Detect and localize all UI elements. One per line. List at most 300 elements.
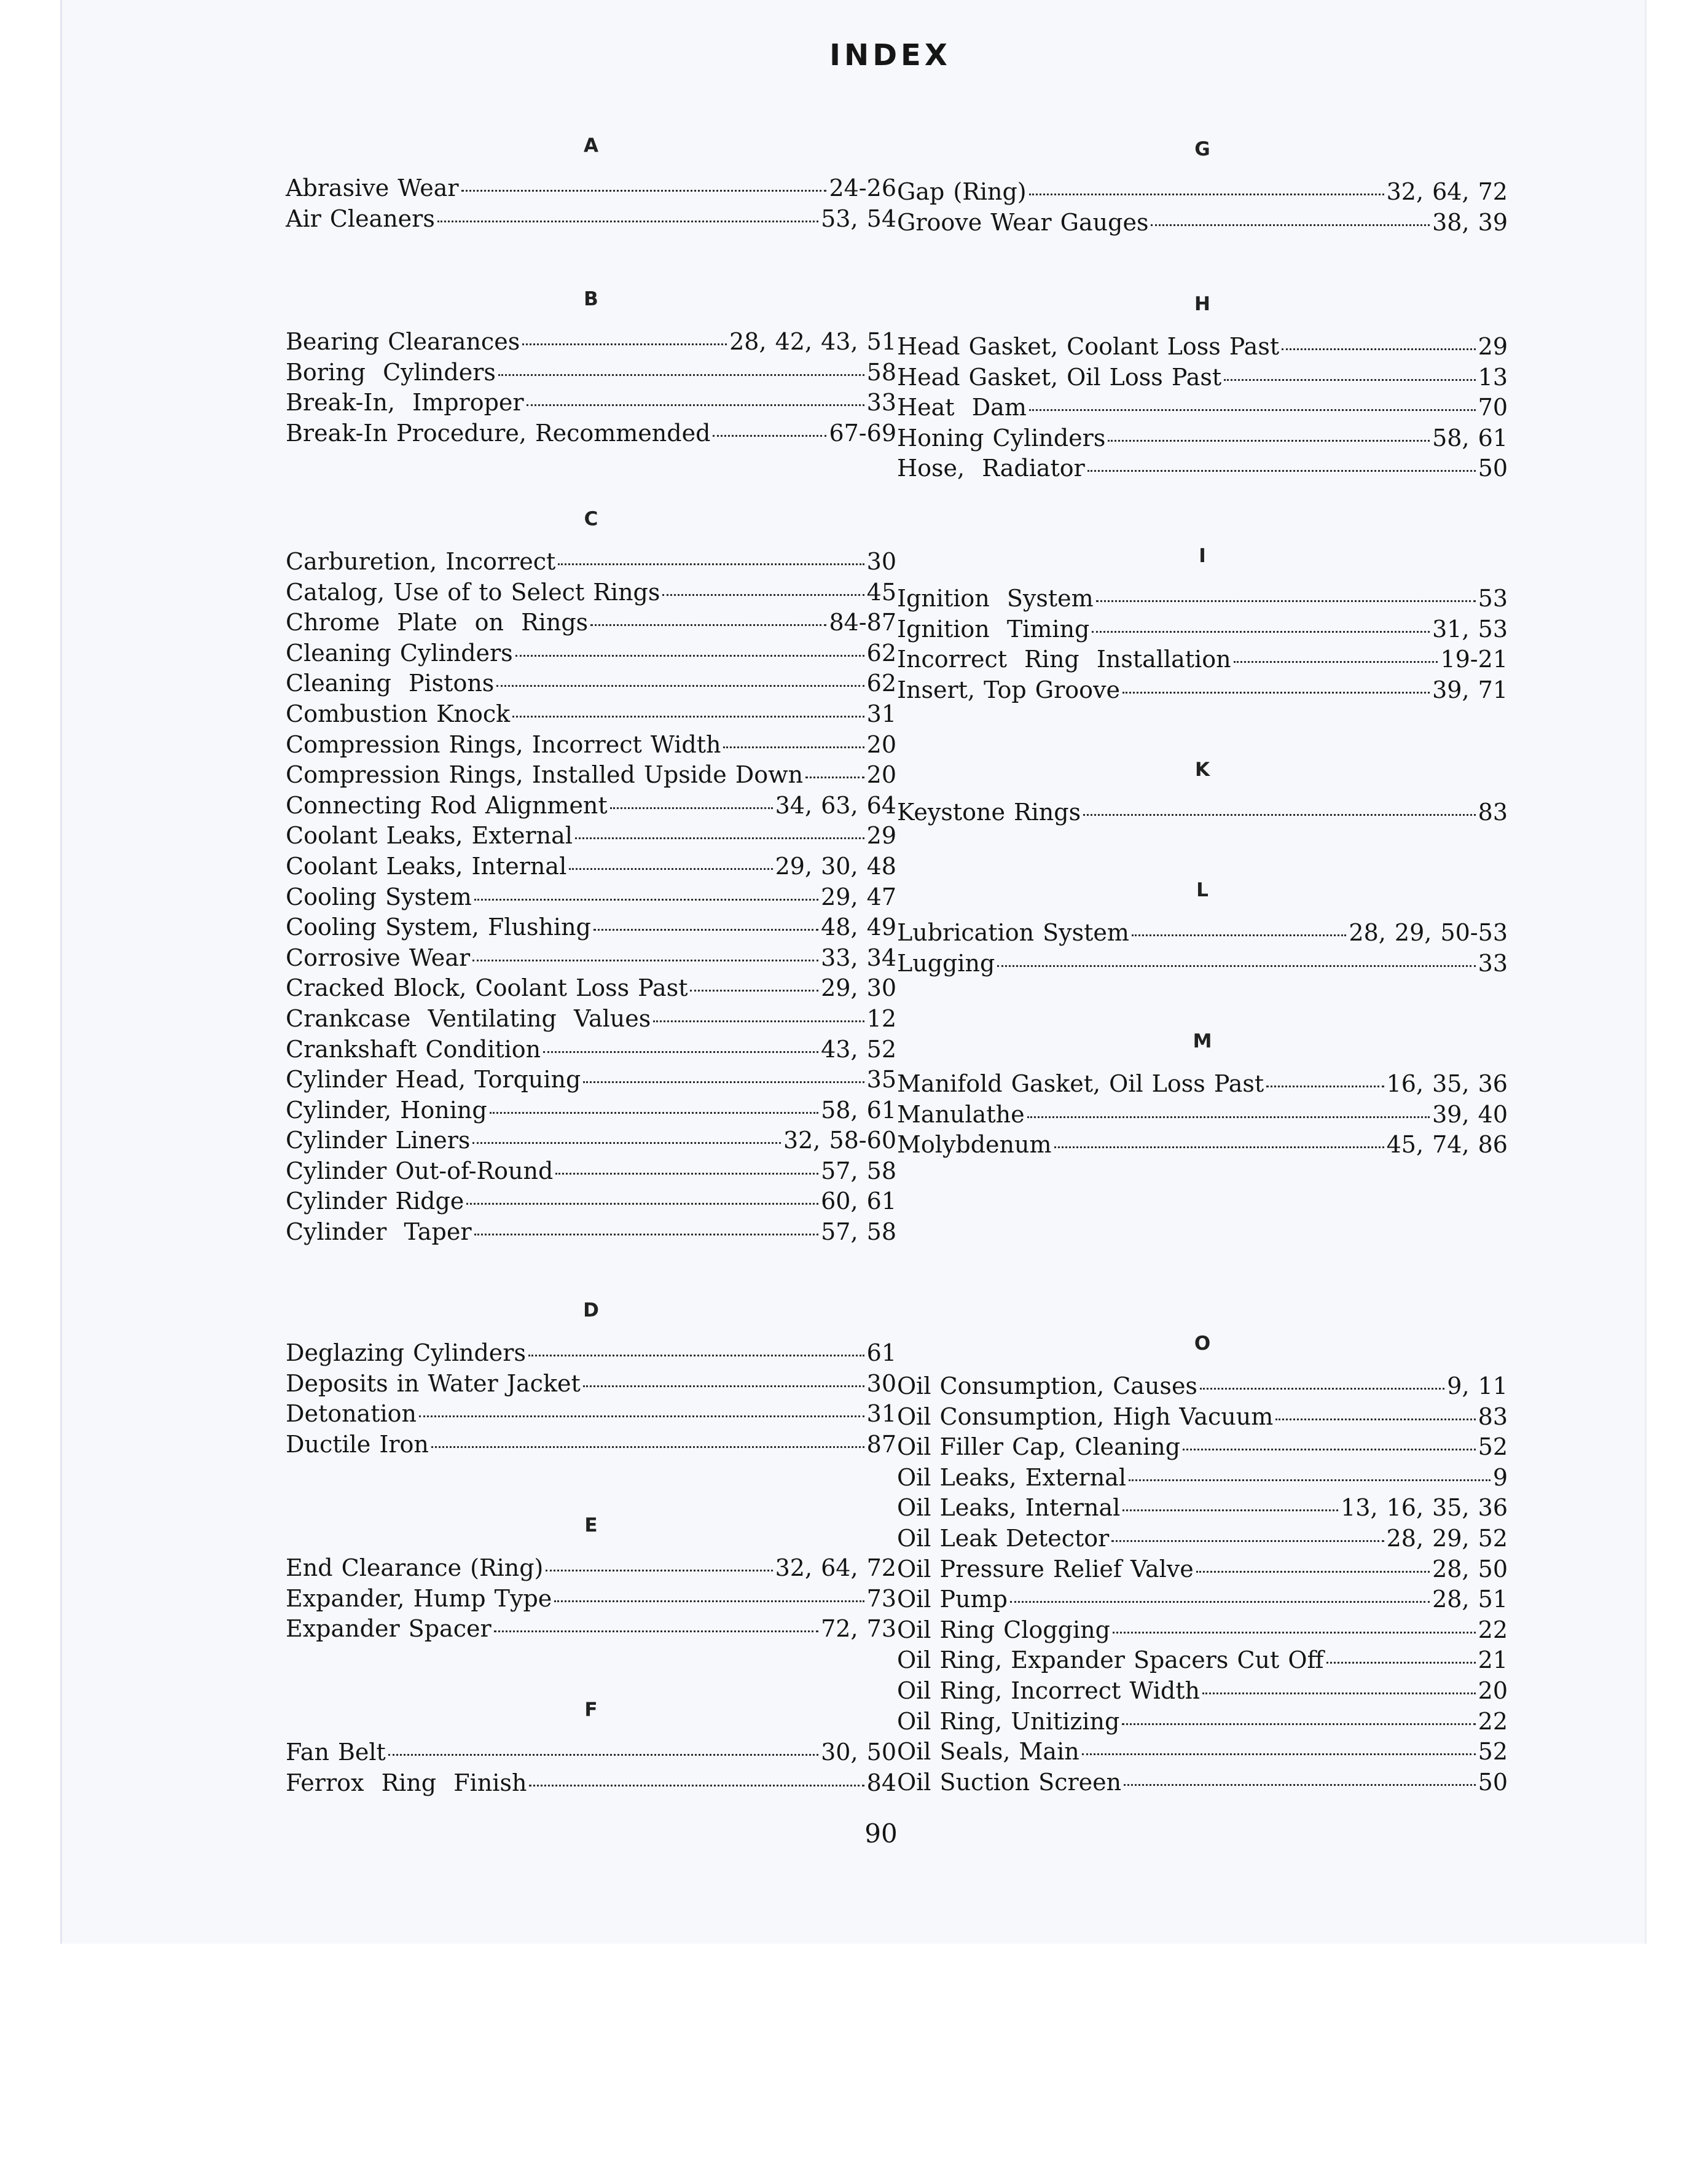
index-section-i bbox=[897, 541, 1508, 706]
index-entry bbox=[286, 1097, 896, 1127]
page-number: 90 bbox=[864, 1818, 898, 1849]
entry-pages: 20 bbox=[1478, 1677, 1508, 1704]
entry-pages: 29, 30, 48 bbox=[775, 852, 896, 880]
dot-leader bbox=[512, 716, 864, 718]
dot-leader bbox=[1234, 661, 1438, 663]
entry-pages: 31, 53 bbox=[1432, 615, 1508, 643]
index-entry bbox=[897, 950, 1508, 980]
dot-leader bbox=[590, 624, 826, 626]
dot-leader bbox=[494, 1630, 818, 1632]
entry-term: Crankcase Ventilating Values bbox=[286, 1004, 651, 1032]
section-letter: F bbox=[584, 1699, 598, 1721]
entry-term: Groove Wear Gauges bbox=[897, 208, 1149, 236]
entry-term: Oil Consumption, Causes bbox=[897, 1372, 1197, 1399]
index-section-c bbox=[286, 504, 896, 1249]
scanned-page bbox=[60, 0, 1647, 1944]
dot-leader bbox=[1082, 1753, 1476, 1755]
index-entry bbox=[286, 205, 896, 236]
entry-pages: 21 bbox=[1478, 1646, 1508, 1674]
dot-leader bbox=[1202, 1693, 1476, 1694]
entry-pages: 33 bbox=[1478, 949, 1508, 977]
dot-leader bbox=[1124, 1784, 1476, 1786]
dot-leader bbox=[690, 990, 818, 992]
dot-leader bbox=[474, 1234, 819, 1235]
dot-leader bbox=[583, 1385, 864, 1387]
entry-term: Oil Filler Cap, Cleaning bbox=[897, 1433, 1181, 1461]
index-entry bbox=[897, 616, 1508, 646]
dot-leader bbox=[558, 563, 864, 565]
entry-pages: 73 bbox=[866, 1584, 896, 1612]
entry-term: Ferrox Ring Finish bbox=[286, 1769, 527, 1796]
index-section-b bbox=[286, 284, 896, 450]
index-section-l bbox=[897, 875, 1508, 980]
index-entry bbox=[286, 328, 896, 359]
entry-pages: 28, 29, 50-53 bbox=[1349, 919, 1508, 946]
index-entry bbox=[286, 1769, 896, 1800]
entry-term: Gap (Ring) bbox=[897, 178, 1027, 205]
index-entry bbox=[286, 1066, 896, 1097]
entry-pages: 24-26 bbox=[829, 174, 896, 202]
dot-leader bbox=[1151, 224, 1430, 226]
index-entry bbox=[286, 1615, 896, 1646]
dot-leader bbox=[1266, 1086, 1384, 1087]
index-section-m bbox=[897, 1026, 1508, 1162]
dot-leader bbox=[1113, 1632, 1476, 1634]
entry-term: Oil Seals, Main bbox=[897, 1738, 1079, 1766]
entry-term: Insert, Top Groove bbox=[897, 676, 1120, 703]
dot-leader bbox=[1092, 631, 1430, 633]
entry-term: Ductile Iron bbox=[286, 1430, 429, 1458]
dot-leader bbox=[431, 1446, 864, 1448]
index-section-g bbox=[897, 134, 1508, 239]
entry-pages: 57, 58 bbox=[821, 1218, 896, 1246]
dot-leader bbox=[723, 746, 864, 748]
dot-leader bbox=[1096, 600, 1476, 602]
index-entry bbox=[286, 420, 896, 450]
index-entry bbox=[286, 579, 896, 609]
section-letter: M bbox=[1193, 1030, 1212, 1052]
dot-leader bbox=[1027, 1116, 1430, 1118]
dot-leader bbox=[575, 837, 864, 839]
entry-term: Coolant Leaks, Internal bbox=[286, 852, 567, 880]
entry-term: Break-In, Improper bbox=[286, 389, 524, 417]
entry-pages: 28, 51 bbox=[1432, 1586, 1508, 1613]
index-entry bbox=[286, 1554, 896, 1585]
index-entry bbox=[286, 1339, 896, 1370]
dot-leader bbox=[1010, 1601, 1430, 1603]
index-section-o bbox=[897, 1328, 1508, 1799]
dot-leader bbox=[554, 1600, 864, 1602]
dot-leader bbox=[419, 1415, 864, 1417]
entry-pages: 12 bbox=[866, 1004, 896, 1032]
dot-leader bbox=[1054, 1146, 1384, 1148]
index-entry bbox=[286, 640, 896, 670]
entry-pages: 29 bbox=[1478, 333, 1508, 360]
index-entry bbox=[286, 914, 896, 944]
dot-leader bbox=[1083, 814, 1476, 816]
dot-leader bbox=[569, 868, 772, 870]
index-entry bbox=[286, 731, 896, 762]
dot-leader bbox=[1200, 1388, 1444, 1390]
index-entry bbox=[286, 792, 896, 823]
entry-term: Lugging bbox=[897, 949, 995, 977]
dot-leader bbox=[546, 1570, 772, 1571]
index-entry bbox=[897, 209, 1508, 240]
entry-pages: 50 bbox=[1478, 455, 1508, 482]
entry-pages: 57, 58 bbox=[821, 1157, 896, 1184]
entry-pages: 53, 54 bbox=[821, 205, 896, 232]
entry-term: Molybdenum bbox=[897, 1131, 1052, 1159]
entry-term: Oil Leaks, External bbox=[897, 1463, 1126, 1491]
entry-pages: 34, 63, 64 bbox=[775, 791, 896, 819]
dot-leader bbox=[388, 1754, 818, 1756]
index-entry bbox=[286, 1036, 896, 1066]
index-entry bbox=[286, 1739, 896, 1769]
index-entry bbox=[286, 700, 896, 731]
entry-pages: 62 bbox=[866, 639, 896, 667]
entry-pages: 50 bbox=[1478, 1768, 1508, 1796]
dot-leader bbox=[515, 655, 864, 657]
dot-leader bbox=[472, 1142, 781, 1144]
entry-pages: 84 bbox=[866, 1769, 896, 1796]
entry-term: Oil Consumption, High Vacuum bbox=[897, 1403, 1274, 1430]
entry-pages: 39, 40 bbox=[1432, 1100, 1508, 1128]
entry-pages: 13, 16, 35, 36 bbox=[1341, 1494, 1508, 1522]
entry-pages: 20 bbox=[866, 761, 896, 789]
entry-pages: 28, 50 bbox=[1432, 1555, 1508, 1583]
entry-pages: 29 bbox=[866, 822, 896, 850]
entry-pages: 38, 39 bbox=[1432, 208, 1508, 236]
index-entry bbox=[286, 1218, 896, 1249]
index-entry bbox=[286, 1157, 896, 1188]
entry-term: Cleaning Pistons bbox=[286, 670, 495, 697]
section-letter: A bbox=[584, 135, 598, 157]
entry-term: Cleaning Cylinders bbox=[286, 639, 513, 667]
entry-pages: 29, 30 bbox=[821, 974, 896, 1002]
entry-term: Hose, Radiator bbox=[897, 455, 1085, 482]
index-entry bbox=[897, 1372, 1508, 1403]
dot-leader bbox=[1183, 1449, 1476, 1450]
index-entry bbox=[286, 174, 896, 205]
entry-term: Oil Ring, Incorrect Width bbox=[897, 1677, 1200, 1704]
index-section-d bbox=[286, 1295, 896, 1461]
entry-term: Air Cleaners bbox=[286, 205, 435, 232]
index-entry bbox=[897, 1738, 1508, 1769]
entry-pages: 58, 61 bbox=[1432, 424, 1508, 452]
index-entry bbox=[897, 919, 1508, 950]
entry-term: Ignition System bbox=[897, 585, 1094, 612]
index-entry bbox=[897, 1525, 1508, 1556]
index-entry bbox=[286, 1127, 896, 1157]
entry-term: Cylinder, Honing bbox=[286, 1096, 487, 1124]
entry-pages: 58, 61 bbox=[821, 1096, 896, 1124]
section-letter: O bbox=[1194, 1332, 1211, 1355]
index-entry bbox=[286, 1188, 896, 1218]
dot-leader bbox=[1326, 1662, 1476, 1664]
entry-term: Heat Dam bbox=[897, 394, 1027, 421]
index-entry bbox=[286, 944, 896, 975]
entry-pages: 61 bbox=[866, 1339, 896, 1366]
entry-pages: 28, 29, 52 bbox=[1386, 1524, 1508, 1552]
index-entry bbox=[286, 670, 896, 700]
dot-leader bbox=[1132, 934, 1346, 936]
entry-term: Compression Rings, Installed Upside Down bbox=[286, 761, 804, 789]
entry-pages: 30 bbox=[866, 1369, 896, 1397]
dot-leader bbox=[997, 965, 1475, 967]
entry-pages: 67-69 bbox=[829, 419, 896, 447]
entry-term: Ignition Timing bbox=[897, 615, 1090, 643]
dot-leader bbox=[1122, 1509, 1338, 1511]
entry-pages: 62 bbox=[866, 670, 896, 697]
index-entry bbox=[286, 1005, 896, 1036]
index-entry bbox=[897, 585, 1508, 616]
index-entry bbox=[897, 1586, 1508, 1616]
index-section-k bbox=[897, 754, 1508, 829]
entry-term: Bearing Clearances bbox=[286, 328, 520, 355]
entry-term: Oil Pressure Relief Valve bbox=[897, 1555, 1194, 1583]
entry-term: Cooling System, Flushing bbox=[286, 914, 591, 941]
entry-pages: 83 bbox=[1478, 1403, 1508, 1430]
entry-term: Manifold Gasket, Oil Loss Past bbox=[897, 1070, 1264, 1097]
dot-leader bbox=[474, 899, 818, 901]
entry-term: Cylinder Out-of-Round bbox=[286, 1157, 554, 1184]
entry-term: Connecting Rod Alignment bbox=[286, 791, 608, 819]
index-entry bbox=[286, 609, 896, 640]
section-letter: D bbox=[583, 1299, 599, 1321]
section-letter: E bbox=[584, 1514, 598, 1536]
index-entry bbox=[286, 1370, 896, 1401]
dot-leader bbox=[593, 929, 818, 931]
index-section-f bbox=[286, 1694, 896, 1799]
index-entry bbox=[286, 1585, 896, 1616]
entry-pages: 45 bbox=[866, 578, 896, 606]
index-section-h bbox=[897, 289, 1508, 485]
entry-pages: 31 bbox=[866, 1400, 896, 1428]
dot-leader bbox=[490, 1112, 818, 1114]
section-letter: G bbox=[1194, 138, 1210, 160]
entry-term: Deglazing Cylinders bbox=[286, 1339, 526, 1366]
dot-leader bbox=[1029, 194, 1384, 195]
entry-term: Carburetion, Incorrect bbox=[286, 548, 556, 575]
entry-pages: 35 bbox=[866, 1066, 896, 1094]
entry-term: Catalog, Use of to Select Rings bbox=[286, 578, 660, 606]
entry-pages: 16, 35, 36 bbox=[1386, 1070, 1508, 1097]
index-entry bbox=[286, 389, 896, 420]
entry-pages: 72, 73 bbox=[821, 1615, 896, 1643]
entry-term: Head Gasket, Oil Loss Past bbox=[897, 363, 1222, 391]
entry-term: Oil Suction Screen bbox=[897, 1768, 1122, 1796]
entry-term: Incorrect Ring Installation bbox=[897, 646, 1231, 673]
dot-leader bbox=[1129, 1479, 1491, 1481]
dot-leader bbox=[472, 960, 818, 961]
entry-term: Cylinder Liners bbox=[286, 1127, 471, 1154]
entry-pages: 22 bbox=[1478, 1616, 1508, 1643]
index-section-e bbox=[286, 1510, 896, 1646]
index-entry bbox=[286, 853, 896, 883]
index-entry bbox=[897, 1403, 1508, 1434]
entry-pages: 32, 58-60 bbox=[783, 1127, 896, 1154]
entry-term: Crankshaft Condition bbox=[286, 1035, 541, 1063]
dot-leader bbox=[1275, 1419, 1475, 1420]
entry-term: End Clearance (Ring) bbox=[286, 1554, 544, 1581]
index-entry bbox=[286, 1400, 896, 1431]
page-title: INDEX bbox=[829, 38, 951, 72]
section-letter: H bbox=[1194, 293, 1210, 315]
entry-pages: 70 bbox=[1478, 394, 1508, 421]
dot-leader bbox=[529, 1785, 864, 1786]
index-entry bbox=[897, 676, 1508, 707]
entry-term: Oil Ring Clogging bbox=[897, 1616, 1110, 1643]
entry-pages: 32, 64, 72 bbox=[775, 1554, 896, 1581]
index-entry bbox=[897, 364, 1508, 394]
dot-leader bbox=[555, 1173, 818, 1175]
entry-term: Lubrication System bbox=[897, 919, 1129, 946]
entry-term: Abrasive Wear bbox=[286, 174, 459, 202]
entry-term: Cooling System bbox=[286, 883, 472, 910]
entry-pages: 52 bbox=[1478, 1433, 1508, 1461]
dot-leader bbox=[1224, 379, 1475, 381]
index-entry bbox=[897, 425, 1508, 455]
entry-term: Expander Spacer bbox=[286, 1615, 492, 1643]
entry-pages: 43, 52 bbox=[821, 1035, 896, 1063]
dot-leader bbox=[1029, 409, 1476, 411]
entry-term: Corrosive Wear bbox=[286, 944, 471, 971]
entry-pages: 53 bbox=[1478, 585, 1508, 612]
entry-term: Cylinder Head, Torquing bbox=[286, 1066, 581, 1094]
entry-pages: 60, 61 bbox=[821, 1188, 896, 1215]
dot-leader bbox=[527, 404, 864, 406]
entry-pages: 48, 49 bbox=[821, 914, 896, 941]
entry-pages: 45, 74, 86 bbox=[1386, 1131, 1508, 1159]
entry-term: Chrome Plate on Rings bbox=[286, 609, 589, 636]
section-letter: I bbox=[1199, 545, 1206, 567]
entry-pages: 83 bbox=[1478, 799, 1508, 826]
index-entry bbox=[286, 359, 896, 389]
entry-term: Cracked Block, Coolant Loss Past bbox=[286, 974, 688, 1002]
dot-leader bbox=[1196, 1571, 1430, 1573]
index-entry bbox=[897, 1646, 1508, 1677]
entry-pages: 31 bbox=[866, 700, 896, 727]
dot-leader bbox=[1122, 692, 1430, 694]
entry-pages: 22 bbox=[1478, 1707, 1508, 1735]
dot-leader bbox=[498, 374, 864, 376]
index-entry bbox=[286, 761, 896, 792]
dot-leader bbox=[522, 343, 727, 345]
index-entry bbox=[897, 1131, 1508, 1162]
index-entry bbox=[286, 883, 896, 914]
entry-pages: 58 bbox=[866, 358, 896, 386]
entry-term: Expander, Hump Type bbox=[286, 1584, 552, 1612]
section-letter: B bbox=[584, 288, 598, 310]
dot-leader bbox=[1122, 1723, 1475, 1725]
section-letter: L bbox=[1196, 879, 1209, 901]
dot-leader bbox=[461, 190, 827, 192]
entry-term: Combustion Knock bbox=[286, 700, 511, 727]
index-entry bbox=[897, 1677, 1508, 1708]
entry-pages: 52 bbox=[1478, 1738, 1508, 1766]
entry-term: Coolant Leaks, External bbox=[286, 822, 573, 850]
entry-pages: 28, 42, 43, 51 bbox=[729, 328, 896, 355]
dot-leader bbox=[466, 1203, 818, 1205]
index-entry bbox=[897, 1070, 1508, 1101]
dot-leader bbox=[805, 777, 864, 778]
index-entry bbox=[286, 548, 896, 579]
index-entry bbox=[897, 1708, 1508, 1739]
index-entry bbox=[897, 1556, 1508, 1586]
dot-leader bbox=[713, 435, 826, 437]
entry-pages: 9 bbox=[1492, 1463, 1508, 1491]
dot-leader bbox=[1282, 348, 1476, 350]
index-entry bbox=[897, 333, 1508, 364]
dot-leader bbox=[543, 1051, 818, 1053]
entry-term: Head Gasket, Coolant Loss Past bbox=[897, 333, 1280, 360]
entry-term: Keystone Rings bbox=[897, 799, 1081, 826]
dot-leader bbox=[662, 594, 864, 596]
entry-pages: 33, 34 bbox=[821, 944, 896, 971]
entry-term: Oil Ring, Expander Spacers Cut Off bbox=[897, 1646, 1324, 1674]
entry-pages: 84-87 bbox=[829, 609, 896, 636]
entry-term: Manulathe bbox=[897, 1100, 1025, 1128]
entry-pages: 30, 50 bbox=[821, 1739, 896, 1766]
index-entry bbox=[897, 1616, 1508, 1647]
entry-pages: 87 bbox=[866, 1430, 896, 1458]
index-entry bbox=[897, 799, 1508, 829]
entry-pages: 19-21 bbox=[1440, 646, 1508, 673]
index-section-a bbox=[286, 130, 896, 235]
entry-term: Fan Belt bbox=[286, 1739, 386, 1766]
dot-leader bbox=[496, 685, 864, 687]
dot-leader bbox=[583, 1081, 864, 1083]
dot-leader bbox=[653, 1020, 864, 1022]
dot-leader bbox=[528, 1355, 864, 1356]
index-entry bbox=[286, 974, 896, 1005]
entry-term: Detonation bbox=[286, 1400, 417, 1428]
entry-term: Deposits in Water Jacket bbox=[286, 1369, 581, 1397]
entry-pages: 13 bbox=[1478, 363, 1508, 391]
index-entry bbox=[897, 1769, 1508, 1799]
index-entry bbox=[897, 1433, 1508, 1464]
index-entry bbox=[897, 646, 1508, 676]
index-entry bbox=[897, 1464, 1508, 1495]
entry-pages: 9, 11 bbox=[1447, 1372, 1508, 1399]
entry-term: Oil Leaks, Internal bbox=[897, 1494, 1121, 1522]
index-entry bbox=[897, 1101, 1508, 1132]
entry-term: Cylinder Ridge bbox=[286, 1188, 464, 1215]
dot-leader bbox=[437, 221, 818, 222]
index-entry bbox=[897, 178, 1508, 209]
entry-term: Oil Ring, Unitizing bbox=[897, 1707, 1120, 1735]
entry-term: Oil Leak Detector bbox=[897, 1524, 1110, 1552]
dot-leader bbox=[1087, 470, 1476, 472]
section-letter: K bbox=[1194, 759, 1210, 781]
entry-term: Break-In Procedure, Recommended bbox=[286, 419, 711, 447]
entry-pages: 30 bbox=[866, 548, 896, 575]
entry-term: Boring Cylinders bbox=[286, 358, 496, 386]
entry-pages: 33 bbox=[866, 389, 896, 417]
index-entry bbox=[897, 455, 1508, 485]
entry-pages: 20 bbox=[866, 730, 896, 758]
section-letter: C bbox=[584, 508, 598, 530]
entry-term: Compression Rings, Incorrect Width bbox=[286, 730, 721, 758]
entry-term: Honing Cylinders bbox=[897, 424, 1106, 452]
entry-pages: 39, 71 bbox=[1432, 676, 1508, 703]
index-entry bbox=[897, 394, 1508, 425]
index-entry bbox=[286, 1431, 896, 1462]
dot-leader bbox=[610, 807, 773, 809]
dot-leader bbox=[1111, 1540, 1384, 1542]
entry-pages: 29, 47 bbox=[821, 883, 896, 910]
entry-term: Oil Pump bbox=[897, 1586, 1008, 1613]
